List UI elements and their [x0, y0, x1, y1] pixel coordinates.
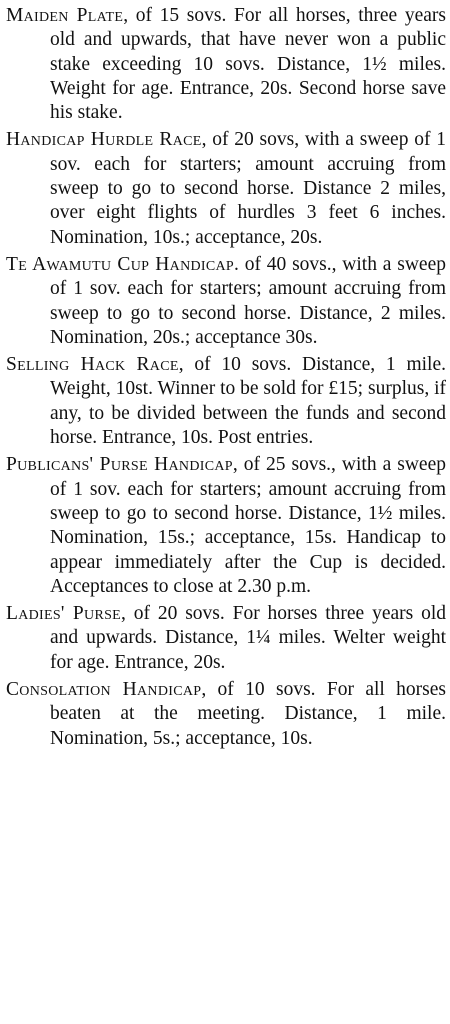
race-conditions: , of 20 sovs. For horses three years old and upwards. Distance, 1¼ miles. Welter weight for age. Entrance, 20s. — [50, 603, 446, 673]
race-entry-ladies-purse — [6, 602, 446, 675]
race-entry-publicans-purse — [6, 453, 446, 599]
race-title: Maiden Plate — [6, 5, 124, 26]
race-title: Selling Hack Race — [6, 354, 179, 376]
race-conditions: , of 10 sovs. Distance, 1 mile. Weight, 10st. Winner to be sold for £15; surplus, if any, to be divided between the funds and second horse. Entrance, 10s. Post entries. — [50, 354, 446, 449]
race-entry-te-awamutu-cup — [6, 253, 446, 350]
race-title: Ladies' Purse — [6, 603, 122, 625]
race-conditions: , of 15 sovs. For all horses, three years old and upwards, that have never won a public stake exceeding 10 sovs. Distance, 1½ miles. Weight for age. Entrance, 20s. Second horse save his stake. — [50, 5, 446, 124]
race-conditions: , of 25 sovs., with a sweep of 1 sov. each for starters; amount accruing from sweep to go to second horse. Distance, 1½ miles. Nomination, 15s.; acceptance, 15s. Handicap to appear immediately after the Cup is decided. Acceptances to close at 2.30 p.m. — [50, 454, 446, 597]
race-entry-handicap-hurdle — [6, 128, 446, 249]
race-conditions: , of 10 sovs. For all horses beaten at the meeting. Distance, 1 mile. Nomination, 5s.; acceptance, 10s. — [50, 679, 446, 749]
race-entry-selling-hack — [6, 353, 446, 450]
race-title: Te Awamutu Cup Handicap — [6, 253, 235, 275]
race-entry-consolation-handicap — [6, 678, 446, 751]
race-conditions: . of 40 sovs., with a sweep of 1 sov. each for starters; amount accruing from sweep to go to second horse. Distance, 2 miles. Nomination, 20s.; acceptance 30s. — [50, 253, 446, 348]
race-title: Handicap Hurdle Race — [6, 129, 202, 151]
race-entry-maiden-plate — [6, 4, 446, 125]
race-title: Publicans' Purse Handicap — [6, 454, 233, 476]
race-conditions: , of 20 sovs, with a sweep of 1 sov. each for starters; amount accruing from sweep to go to second horse. Distance 2 miles, over eight flights of hurdles 3 feet 6 inches. Nomination, 10s.; acceptance, 20s. — [50, 129, 447, 248]
race-title: Consolation Handicap — [6, 679, 202, 701]
